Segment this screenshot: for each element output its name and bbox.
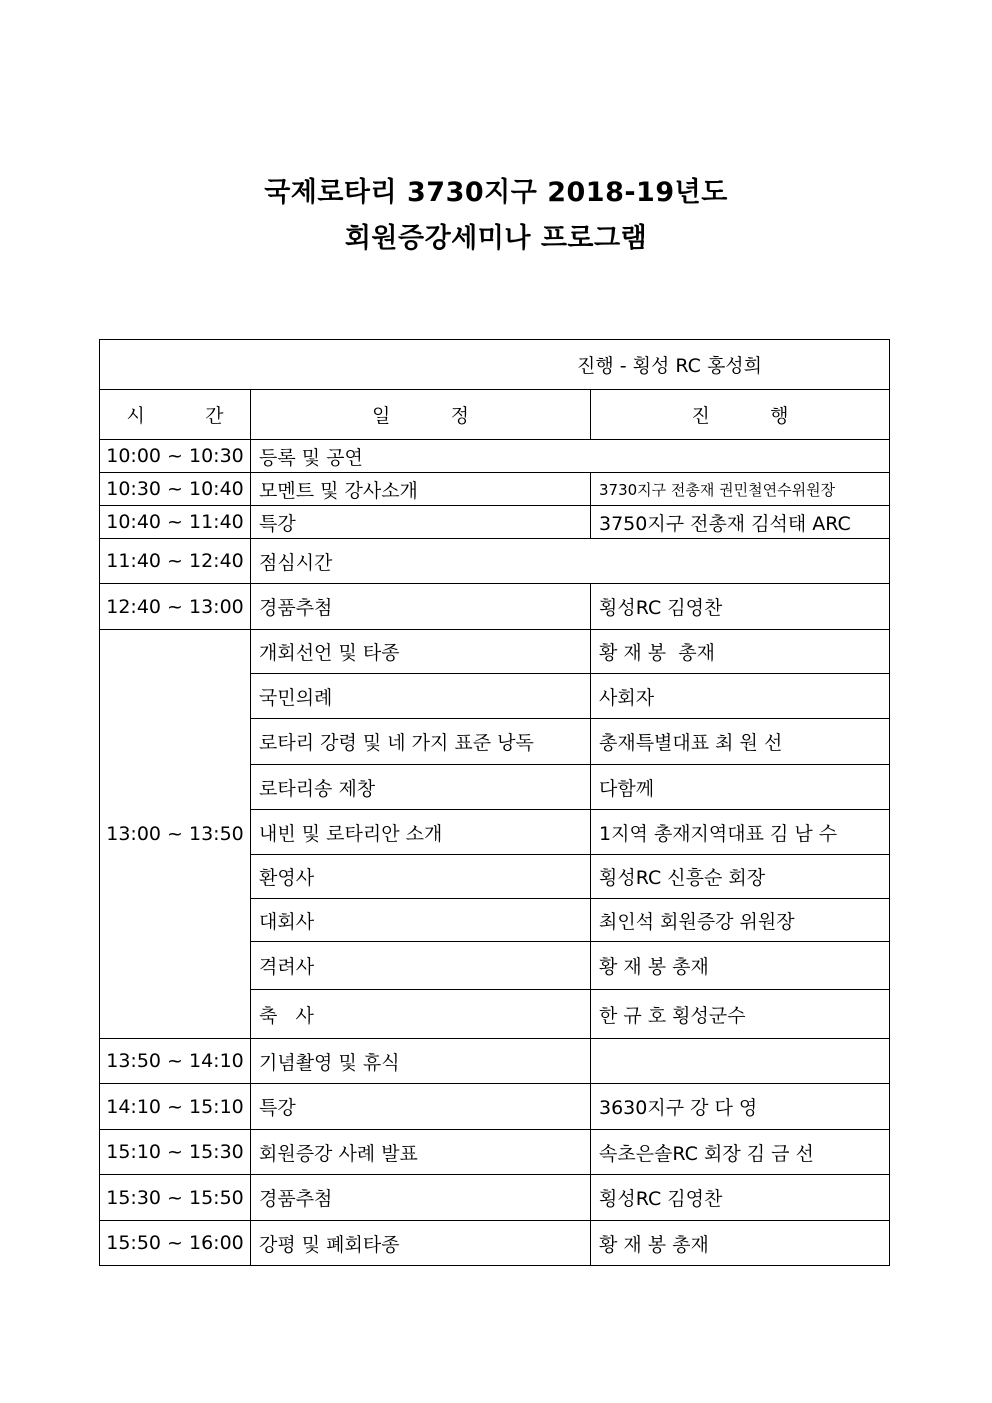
presenter-cell: 횡성RC 김영찬 [591,1175,890,1221]
schedule-cell: 격려사 [251,942,591,990]
schedule-cell: 등록 및 공연 [251,440,890,473]
presenter-cell: 총재특별대표 최 원 선 [591,719,890,765]
schedule-cell: 축 사 [251,990,591,1039]
schedule-cell: 대회사 [251,899,591,942]
time-cell-block: 13:00 ~ 13:50 [100,630,251,1039]
header-row [100,390,890,440]
time-cell: 14:10 ~ 15:10 [100,1084,251,1130]
table-row [100,584,890,630]
time-cell: 13:50 ~ 14:10 [100,1039,251,1084]
schedule-cell: 회원증강 사례 발표 [251,1130,591,1175]
presenter-cell: 1지역 총재지역대표 김 남 수 [591,810,890,855]
presenter-cell: 사회자 [591,674,890,719]
table-row [100,506,890,539]
schedule-cell: 기념촬영 및 휴식 [251,1039,591,1084]
table-row [100,473,890,506]
program-table [99,339,890,1266]
schedule-cell: 강평 및 폐회타종 [251,1221,591,1266]
schedule-cell: 개회선언 및 타종 [251,630,591,674]
presenter-cell: 3750지구 전총재 김석태 ARC [591,506,890,539]
presenter-cell: 황 재 봉 총재 [591,1221,890,1266]
schedule-cell: 환영사 [251,855,591,899]
presenter-cell: 최인석 회원증강 위원장 [591,899,890,942]
schedule-cell: 로타리 강령 및 네 가지 표준 낭독 [251,719,591,765]
page-title: 국제로타리 3730지구 2018-19년도 [264,177,728,208]
schedule-cell: 내빈 및 로타리안 소개 [251,810,591,855]
presenter-cell [591,1039,890,1084]
presenter-cell: 다함께 [591,765,890,810]
time-cell: 15:30 ~ 15:50 [100,1175,251,1221]
time-cell: 15:50 ~ 16:00 [100,1221,251,1266]
table-row [100,440,890,473]
presenter-cell: 3730지구 전총재 권민철연수위원장 [591,473,890,506]
presenter-cell: 한 규 호 횡성군수 [591,990,890,1039]
presenter-cell: 횡성RC 김영찬 [591,584,890,630]
presenter-cell: 황 재 봉 총재 [591,630,890,674]
table-row [100,1130,890,1175]
header-time: 시 간 [100,390,251,440]
schedule-cell: 경품추첨 [251,1175,591,1221]
moderator-row [100,340,890,390]
schedule-cell: 국민의례 [251,674,591,719]
schedule-cell: 로타리송 제창 [251,765,591,810]
time-cell: 10:40 ~ 11:40 [100,506,251,539]
schedule-cell: 점심시간 [251,539,890,584]
presenter-cell: 속초은솔RC 회장 김 금 선 [591,1130,890,1175]
presenter-cell: 횡성RC 신흥순 회장 [591,855,890,899]
header-schedule: 일 정 [251,390,591,440]
table-row [100,1175,890,1221]
schedule-cell: 모멘트 및 강사소개 [251,473,591,506]
moderator-text: 진행 - 횡성 RC 홍성희 [100,340,890,390]
presenter-cell: 황 재 봉 총재 [591,942,890,990]
time-cell: 11:40 ~ 12:40 [100,539,251,584]
page-subtitle: 회원증강세미나 프로그램 [344,223,648,254]
table-row [100,539,890,584]
time-cell: 15:10 ~ 15:30 [100,1130,251,1175]
table-row [100,1084,890,1130]
time-cell: 10:30 ~ 10:40 [100,473,251,506]
presenter-cell: 3630지구 강 다 영 [591,1084,890,1130]
table-row [100,1221,890,1266]
schedule-cell: 특강 [251,1084,591,1130]
time-cell: 10:00 ~ 10:30 [100,440,251,473]
header-presenter: 진 행 [591,390,890,440]
table-row [100,1039,890,1084]
schedule-cell: 특강 [251,506,591,539]
time-cell: 12:40 ~ 13:00 [100,584,251,630]
table-row [100,630,890,674]
schedule-cell: 경품추첨 [251,584,591,630]
